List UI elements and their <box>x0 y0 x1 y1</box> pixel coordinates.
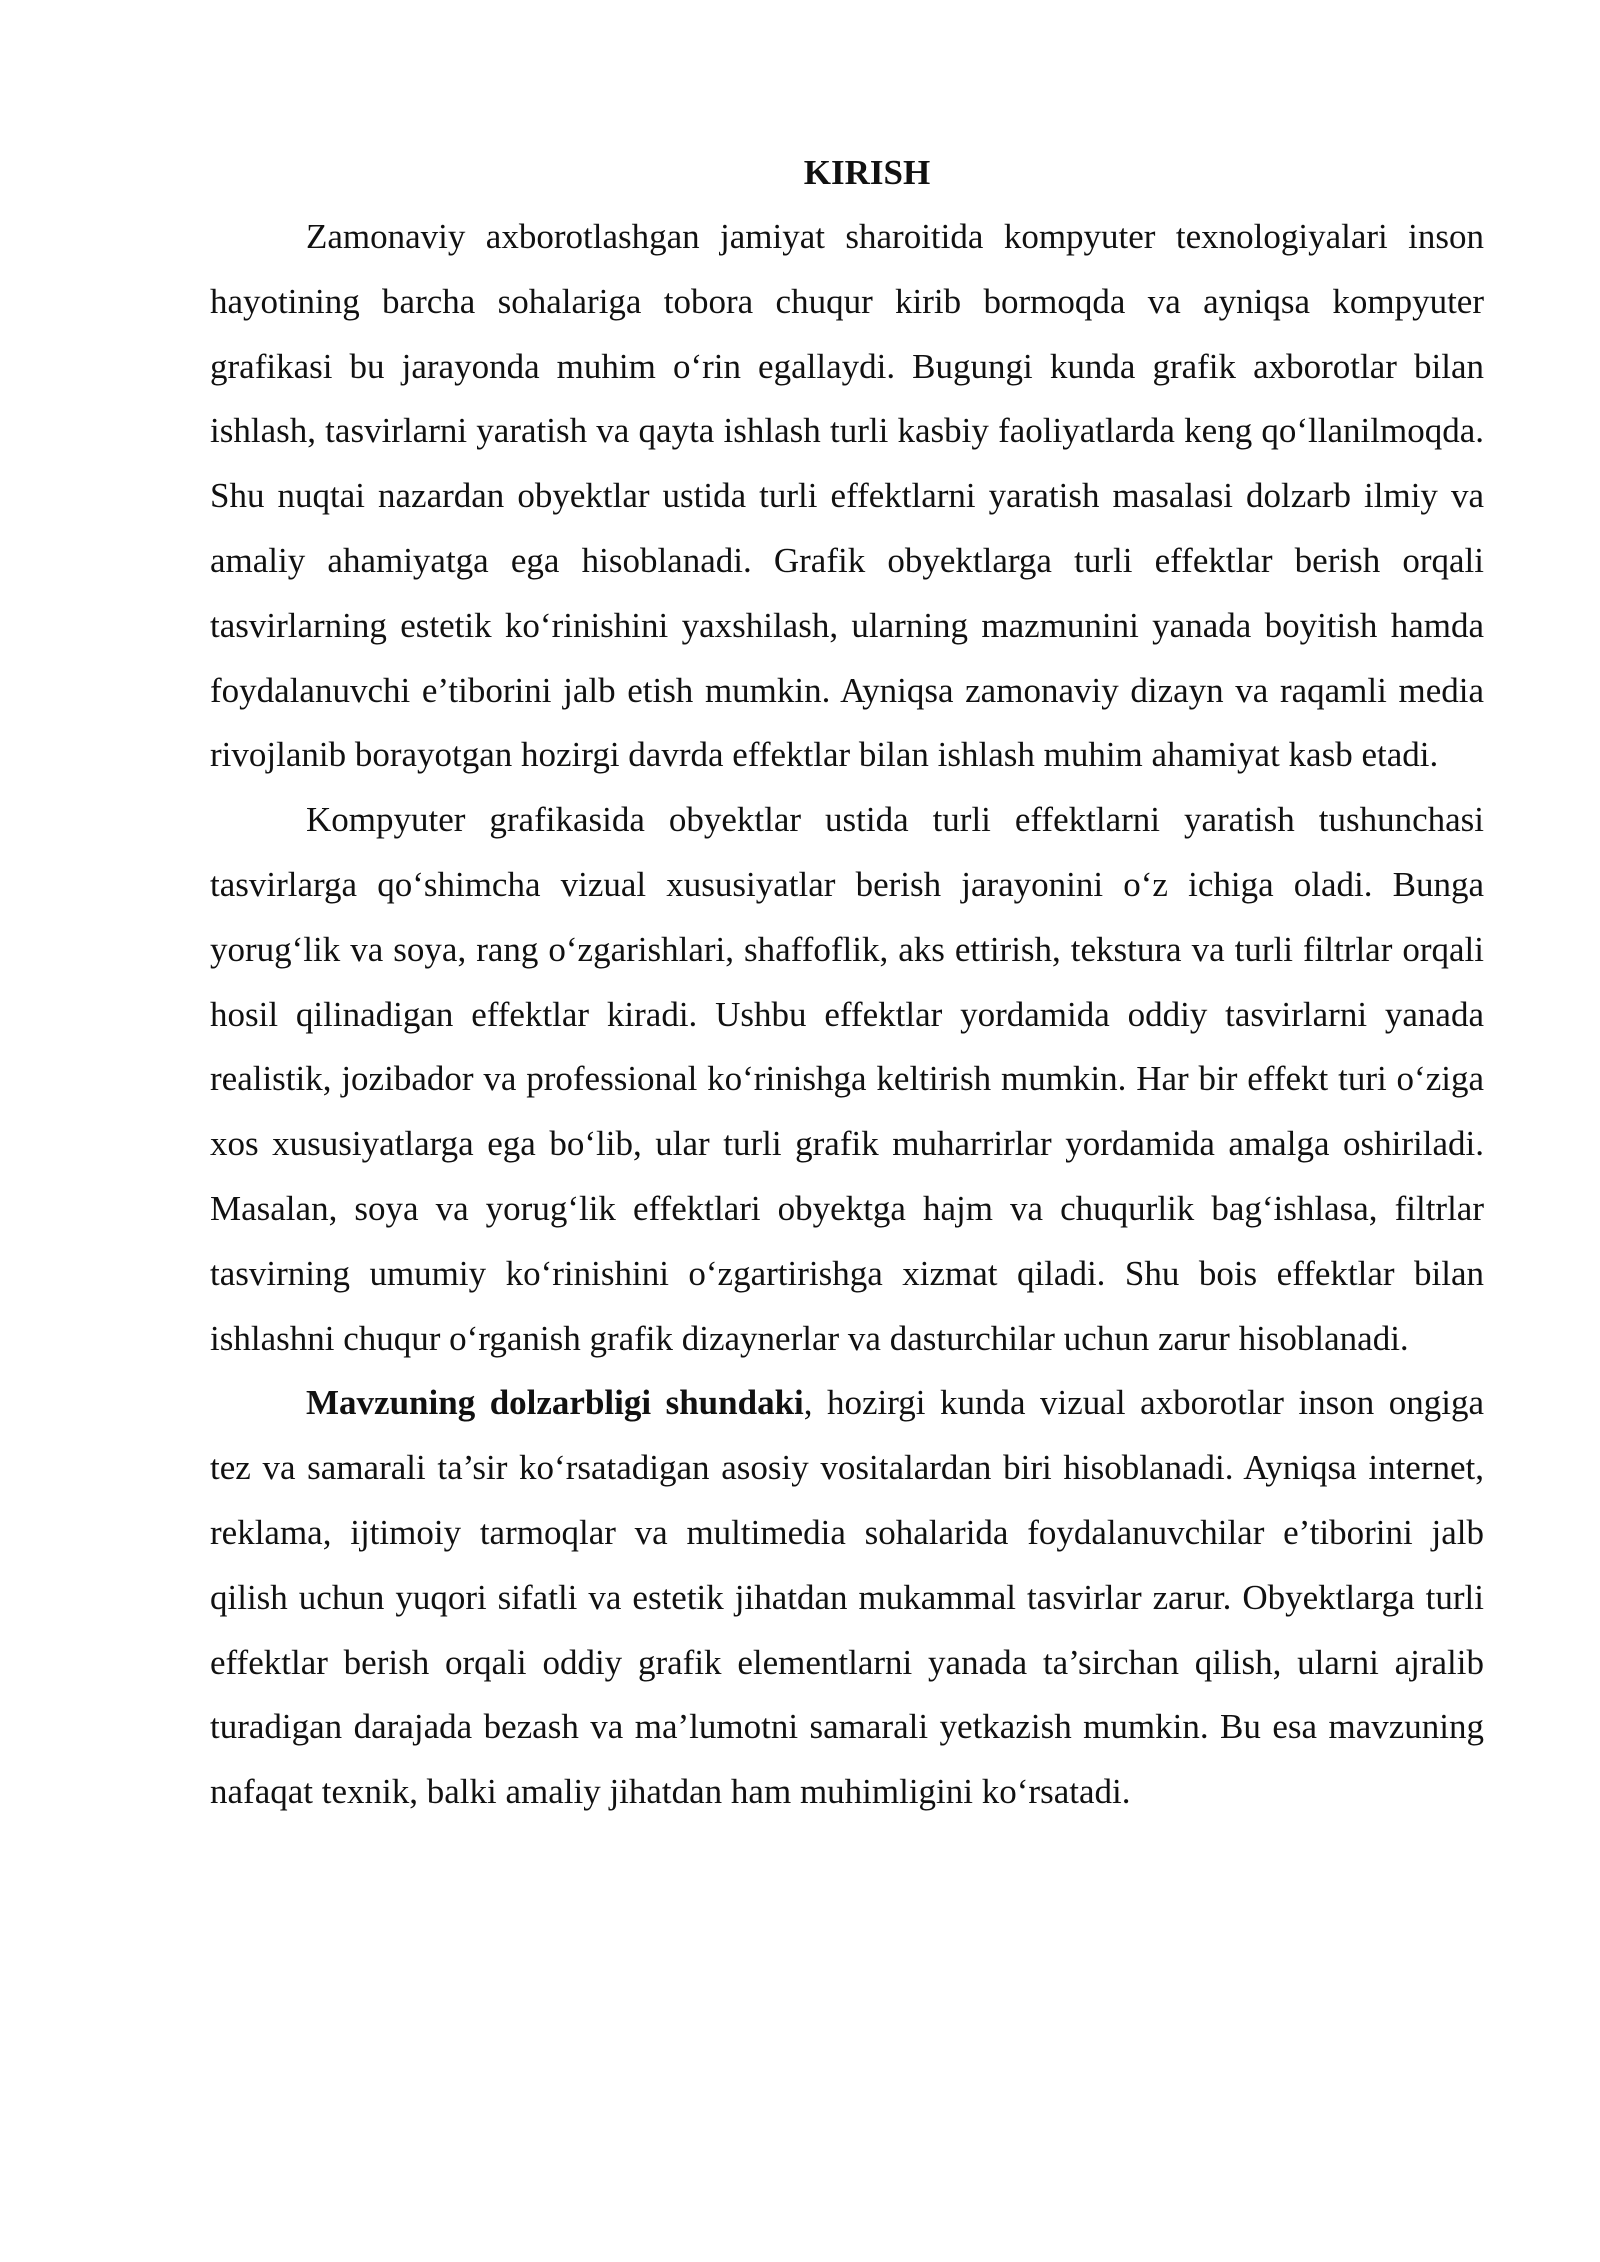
paragraph-lead-bold: Mavzuning dolzarbligi shundaki <box>306 1383 804 1423</box>
paragraph-relevance <box>210 1371 1484 1825</box>
page-title: KIRISH <box>803 153 931 192</box>
paragraph-text: Zamonaviy axborotlashgan jamiyat sharoitida kompyuter texnologiyalari inson hayotining barcha sohalariga tobora chuqur kirib bormoqda va ayniqsa kompyuter grafikasi bu jarayonda muhim o‘rin egallaydi. Bugungi kunda grafik axborotlar bilan ishlash, tasvirlarni yaratish va qayta ishlash turli kasbiy faoliyatlarda keng qo‘llanilmoqda. Shu nuqtai nazardan obyektlar ustida turli effektlarni yaratish masalasi dolzarb ilmiy va amaliy ahamiyatga ega hisoblanadi. Grafik obyektlarga turli effektlar berish orqali tasvirlarning estetik ko‘rinishini yaxshilash, ularning mazmunini yanada boyitish hamda foydalanuvchi e’tiborini jalb etish mumkin. Ayniqsa zamonaviy dizayn va raqamli media rivojlanib borayotgan hozirgi davrda effektlar bilan ishlash muhim ahamiyat kasb etadi. <box>210 217 1484 775</box>
paragraph-effects-concept <box>210 788 1484 1371</box>
paragraph-text: , hozirgi kunda vizual axborotlar inson ongiga tez va samarali ta’sir ko‘rsatadigan asosiy vositalardan biri hisoblanadi. Ayniqsa internet, reklama, ijtimoiy tarmoqlar va multimedia sohalarida foydalanuvchilar e’tiborini jalb qilish uchun yuqori sifatli va estetik jihatdan mukammal tasvirlar zarur. Obyektlarga turli effektlar berish orqali oddiy grafik elementlarni yanada ta’sirchan qilish, ularni ajralib turadigan darajada bezash va ma’lumotni samarali yetkazish mumkin. Bu esa mavzuning nafaqat texnik, balki amaliy jihatdan ham muhimligini ko‘rsatadi. <box>210 1383 1484 1812</box>
paragraph-text: Kompyuter grafikasida obyektlar ustida turli effektlarni yaratish tushunchasi tasvirlarga qo‘shimcha vizual xususiyatlar berish jarayonini o‘z ichiga oladi. Bunga yorug‘lik va soya, rang o‘zgarishlari, shaffoflik, aks ettirish, tekstura va turli filtrlar orqali hosil qilinadigan effektlar kiradi. Ushbu effektlar yordamida oddiy tasvirlarni yanada realistik, jozibador va professional ko‘rinishga keltirish mumkin. Har bir effekt turi o‘ziga xos xususiyatlarga ega bo‘lib, ular turli grafik muharrirlar yordamida amalga oshiriladi. Masalan, soya va yorug‘lik effektlari obyektga hajm va chuqurlik bag‘ishlasa, filtrlar tasvirning umumiy ko‘rinishini o‘zgartirishga xizmat qiladi. Shu bois effektlar bilan ishlashni chuqur o‘rganish grafik dizaynerlar va dasturchilar uchun zarur hisoblanadi. <box>210 800 1484 1358</box>
paragraph-intro <box>210 205 1484 788</box>
document-page <box>210 140 1484 1825</box>
